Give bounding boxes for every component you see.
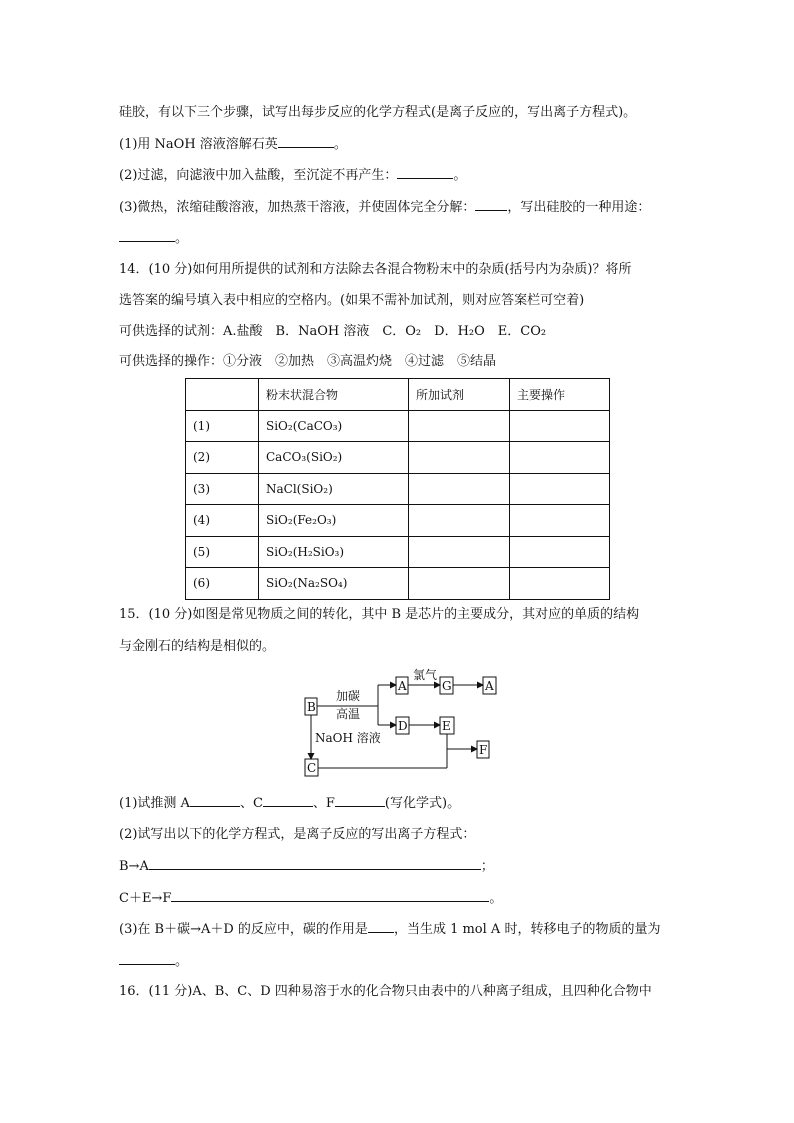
row-mixture: SiO₂(H₂SiO₃) bbox=[259, 536, 409, 568]
row-number: (6) bbox=[186, 568, 259, 600]
q15-p1-text-b: 、C bbox=[239, 796, 263, 811]
table-row bbox=[186, 536, 610, 568]
node-d: D bbox=[398, 719, 408, 733]
q13-part1-text: (1)用 NaOH 溶液溶解石英 bbox=[119, 137, 278, 152]
node-g: G bbox=[442, 679, 452, 693]
q14-operations: 可供选择的操作：①分液 ②加热 ③高温灼烧 ④过滤 ⑤结晶 bbox=[119, 354, 497, 369]
operation-answer-cell[interactable] bbox=[510, 473, 610, 505]
reagent-answer-cell[interactable] bbox=[409, 568, 510, 600]
reaction-label-c-e-f: C＋E→F bbox=[119, 891, 172, 906]
answer-blank[interactable] bbox=[475, 198, 507, 211]
intro-line-4 bbox=[119, 198, 650, 217]
q15-p3-text-b: ，当生成 1 mol A 时，转移电子的物质的量为 bbox=[393, 922, 661, 937]
node-a2: A bbox=[485, 679, 494, 693]
q14-stem-line2: 选答案的编号填入表中相应的空格内。(如果不需补加试剂，则对应答案栏可空着) bbox=[119, 293, 585, 308]
q15-part1 bbox=[119, 794, 460, 813]
operation-answer-cell[interactable] bbox=[510, 568, 610, 600]
row-mixture: SiO₂(CaCO₃) bbox=[259, 410, 409, 442]
q15-part2: (2)试写出以下的化学方程式，是离子反应的写出离子方程式： bbox=[119, 827, 476, 842]
table-row bbox=[186, 505, 610, 537]
answer-blank[interactable] bbox=[278, 135, 334, 148]
reagent-answer-cell[interactable] bbox=[409, 505, 510, 537]
condition-carbon: 加碳 bbox=[336, 689, 361, 703]
condition-naoh: NaOH 溶液 bbox=[315, 731, 381, 745]
table-row bbox=[186, 568, 610, 600]
header-cell-reagent: 所加试剂 bbox=[409, 379, 510, 411]
header-cell-num bbox=[186, 379, 259, 411]
reagent-answer-cell[interactable] bbox=[409, 536, 510, 568]
row-mixture: CaCO₃(SiO₂) bbox=[259, 442, 409, 474]
q13-part2-text: (2)过滤，向滤液中加入盐酸，至沉淀不再产生： bbox=[119, 168, 398, 183]
answer-blank[interactable] bbox=[119, 229, 175, 242]
answer-blank[interactable] bbox=[368, 920, 394, 933]
node-e: E bbox=[442, 719, 451, 733]
reaction-label-b-a: B→A bbox=[119, 859, 149, 874]
answer-blank[interactable] bbox=[149, 857, 481, 870]
operation-answer-cell[interactable] bbox=[510, 410, 610, 442]
answer-blank[interactable] bbox=[119, 952, 175, 965]
intro-line-1: 硅胶，有以下三个步骤，试写出每步反应的化学方程式(是离子反应的，写出离子方程式)。 bbox=[119, 105, 637, 120]
row-number: (3) bbox=[186, 473, 259, 505]
reagent-answer-cell[interactable] bbox=[409, 473, 510, 505]
q15-b-to-a-line bbox=[119, 857, 494, 876]
q15-p3-text-a: (3)在 B＋碳→A＋D 的反应中，碳的作用是 bbox=[119, 922, 368, 937]
q15-stem-line2: 与金刚石的结构是相似的。 bbox=[119, 639, 276, 654]
row-mixture: SiO₂(Fe₂O₃) bbox=[259, 505, 409, 537]
q13-part3-tail: ，写出硅胶的一种用途： bbox=[507, 200, 651, 215]
intro-line-2: (1)用 NaOH 溶液溶解石英 。 bbox=[119, 137, 347, 152]
row-mixture: SiO₂(Na₂SO₄) bbox=[259, 568, 409, 600]
q15-p1-text-d: (写化学式)。 bbox=[384, 796, 461, 811]
q13-part3-text: (3)微热，浓缩硅酸溶液，加热蒸干溶液，并使固体完全分解： bbox=[119, 200, 476, 215]
node-f: F bbox=[479, 743, 488, 757]
q15-part3 bbox=[119, 920, 660, 939]
intro-line-5: 。 bbox=[119, 229, 188, 248]
table-row bbox=[186, 410, 610, 442]
q14-reagents: 可供选择的试剂：A.盐酸 B．NaOH 溶液 C．O₂ D．H₂O E．CO₂ bbox=[119, 324, 547, 339]
node-b: B bbox=[307, 700, 316, 714]
answer-blank[interactable] bbox=[263, 794, 313, 807]
line-end-semicolon: ； bbox=[480, 859, 494, 874]
header-cell-mixture: 粉末状混合物 bbox=[259, 379, 409, 411]
reagent-answer-cell[interactable] bbox=[409, 442, 510, 474]
reagent-answer-cell[interactable] bbox=[409, 410, 510, 442]
q16-stem: 16．(11 分)A、B、C、D 四种易溶于水的化合物只由表中的八种离子组成，且四种化合物中 bbox=[119, 984, 652, 999]
q15-part3-cont: 。 bbox=[119, 952, 188, 971]
q15-stem-line1: 15．(10 分)如图是常见物质之间的转化，其中 B 是芯片的主要成分，其对应的单质的结构 bbox=[119, 607, 640, 622]
q14-answer-table bbox=[185, 378, 610, 600]
q15-p1-text-c: 、F bbox=[312, 796, 335, 811]
table-header-row bbox=[186, 379, 610, 411]
table-row bbox=[186, 442, 610, 474]
q15-c-e-f-line bbox=[119, 889, 502, 908]
line-end-period: 。 bbox=[489, 891, 503, 906]
operation-answer-cell[interactable] bbox=[510, 505, 610, 537]
table-row bbox=[186, 473, 610, 505]
operation-answer-cell[interactable] bbox=[510, 442, 610, 474]
condition-chlorine: 氯气 bbox=[413, 668, 438, 682]
row-number: (1) bbox=[186, 410, 259, 442]
row-number: (5) bbox=[186, 536, 259, 568]
intro-line-3: (2)过滤，向滤液中加入盐酸，至沉淀不再产生： 。 bbox=[119, 168, 467, 183]
header-cell-operation: 主要操作 bbox=[510, 379, 610, 411]
row-number: (2) bbox=[186, 442, 259, 474]
node-c: C bbox=[307, 761, 317, 775]
node-a: A bbox=[398, 679, 407, 693]
row-number: (4) bbox=[186, 505, 259, 537]
answer-blank[interactable] bbox=[190, 794, 240, 807]
row-mixture: NaCl(SiO₂) bbox=[259, 473, 409, 505]
answer-blank[interactable] bbox=[171, 889, 489, 902]
answer-blank[interactable] bbox=[335, 794, 385, 807]
operation-answer-cell[interactable] bbox=[510, 536, 610, 568]
q15-p1-text-a: (1)试推测 A bbox=[119, 796, 190, 811]
conversion-diagram bbox=[290, 664, 510, 780]
answer-blank[interactable] bbox=[397, 166, 453, 179]
q14-stem-line1: 14．(10 分)如何用所提供的试剂和方法除去各混合物粉末中的杂质(括号内为杂质)？将所 bbox=[119, 262, 632, 277]
condition-high-temp: 高温 bbox=[336, 707, 361, 721]
